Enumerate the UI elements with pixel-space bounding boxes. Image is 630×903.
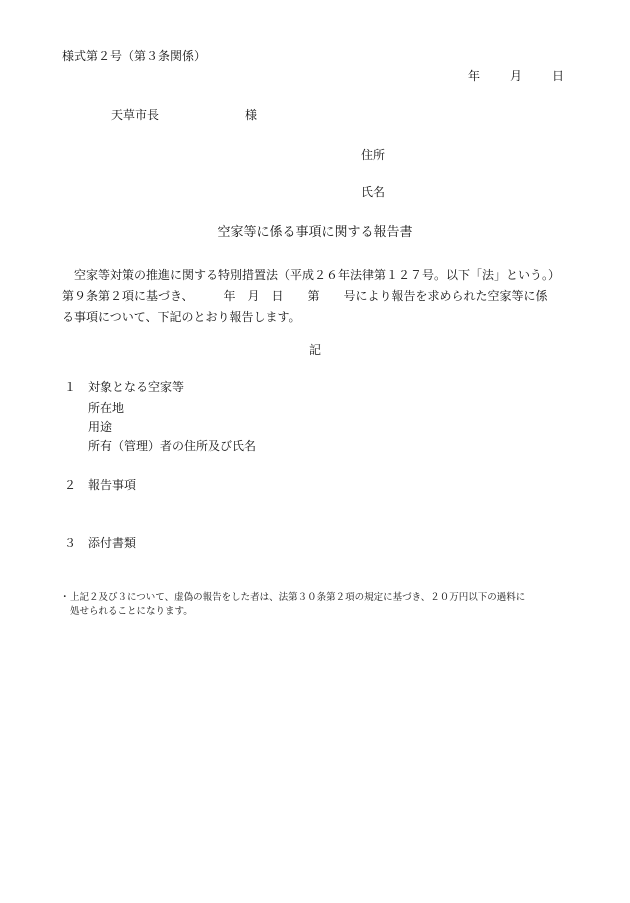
body-line: 第９条第２項に基づき、 年 月 日 第 号により報告を求められた空家等に係	[62, 289, 548, 303]
section-2-heading	[64, 479, 136, 491]
report-date	[468, 70, 564, 82]
section-number: １	[64, 380, 77, 394]
section-1-location: 所在地	[88, 401, 125, 415]
footnote-line: 処せられることになります。	[70, 606, 193, 617]
address-label: 住所	[361, 148, 386, 162]
footnote	[60, 591, 580, 619]
form-number: 様式第２号（第３条関係）	[62, 49, 207, 63]
ki-heading: 記	[308, 343, 321, 357]
section-number: ２	[64, 478, 77, 492]
addressee-name: 天草市長	[111, 108, 160, 122]
date-year-label: 年	[468, 69, 481, 83]
section-1-heading	[64, 381, 184, 393]
addressee	[111, 109, 257, 121]
section-1-owner: 所有（管理）者の住所及び氏名	[88, 439, 257, 453]
section-label: 対象となる空家等	[88, 380, 185, 394]
footnote-bullet: ・	[60, 592, 70, 603]
section-label: 添付書類	[88, 536, 137, 550]
section-label: 報告事項	[88, 478, 137, 492]
body-line: 空家等対策の推進に関する特別措置法（平成２６年法律第１２７号。以下「法」という。）	[62, 268, 561, 282]
body-paragraph	[62, 265, 572, 328]
section-3-heading	[64, 537, 136, 549]
name-label: 氏名	[361, 185, 386, 199]
date-day-label: 日	[552, 69, 565, 83]
document-title: 空家等に係る事項に関する報告書	[217, 225, 413, 240]
date-month-label: 月	[510, 69, 523, 83]
section-number: ３	[64, 536, 77, 550]
section-1-usage: 用途	[88, 420, 113, 434]
addressee-honorific: 様	[245, 108, 258, 122]
body-line: る事項について、下記のとおり報告します。	[62, 310, 301, 324]
footnote-line: 上記２及び３について、虚偽の報告をした者は、法第３０条第２項の規定に基づき、２０万円以下の過料に	[70, 592, 526, 603]
